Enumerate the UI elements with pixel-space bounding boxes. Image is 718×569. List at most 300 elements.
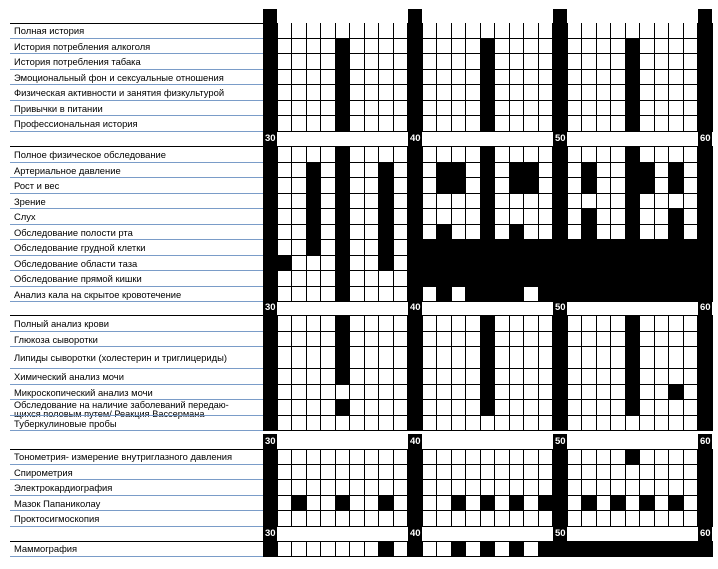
schedule-cell — [640, 54, 655, 70]
schedule-cell — [510, 385, 525, 401]
schedule-cell — [698, 39, 713, 55]
schedule-cell — [336, 70, 351, 86]
schedule-cell — [539, 256, 554, 272]
schedule-cell — [510, 225, 525, 241]
schedule-cell — [568, 316, 583, 332]
schedule-cell — [524, 480, 539, 496]
schedule-cell — [524, 39, 539, 55]
schedule-cell — [698, 385, 713, 401]
schedule-cell — [278, 23, 293, 39]
schedule-cell — [365, 54, 380, 70]
schedule-cell — [365, 287, 380, 303]
schedule-cell — [684, 385, 699, 401]
schedule-cell — [321, 287, 336, 303]
schedule-cell — [481, 347, 496, 369]
schedule-cell — [423, 496, 438, 512]
schedule-cell — [452, 54, 467, 70]
schedule-cell — [481, 369, 496, 385]
schedule-cell — [321, 85, 336, 101]
schedule-cell — [495, 385, 510, 401]
schedule-cell — [611, 101, 626, 117]
schedule-cell — [321, 271, 336, 287]
schedule-cell — [669, 465, 684, 481]
schedule-cell — [292, 101, 307, 117]
row-label: Тонометрия- измерение внутриглазного давления — [14, 451, 233, 463]
schedule-cell — [481, 385, 496, 401]
schedule-cell — [365, 347, 380, 369]
schedule-cell — [669, 400, 684, 416]
separator-line — [10, 146, 713, 147]
schedule-cell — [611, 400, 626, 416]
schedule-cell — [597, 147, 612, 163]
schedule-cell — [278, 39, 293, 55]
schedule-cell — [336, 511, 351, 527]
schedule-cell — [510, 511, 525, 527]
row-divider — [10, 53, 263, 54]
schedule-cell — [568, 332, 583, 348]
schedule-cell — [466, 385, 481, 401]
schedule-cell — [597, 70, 612, 86]
schedule-cell — [452, 240, 467, 256]
schedule-cell — [655, 511, 670, 527]
schedule-cell — [365, 511, 380, 527]
schedule-cell — [423, 271, 438, 287]
schedule-cell — [452, 316, 467, 332]
schedule-cell — [466, 194, 481, 210]
schedule-cell — [684, 178, 699, 194]
schedule-cell — [626, 449, 641, 465]
schedule-cell — [597, 178, 612, 194]
schedule-cell — [379, 70, 394, 86]
schedule-cell — [495, 225, 510, 241]
schedule-cell — [510, 400, 525, 416]
schedule-cell — [684, 256, 699, 272]
schedule-cell — [510, 194, 525, 210]
schedule-cell — [466, 256, 481, 272]
schedule-cell — [321, 147, 336, 163]
schedule-cell — [350, 511, 365, 527]
schedule-cell — [597, 316, 612, 332]
schedule-cell — [669, 369, 684, 385]
schedule-cell — [307, 194, 322, 210]
schedule-cell — [684, 416, 699, 432]
schedule-cell — [350, 541, 365, 557]
schedule-cell — [307, 70, 322, 86]
schedule-cell — [698, 332, 713, 348]
schedule-cell — [365, 369, 380, 385]
schedule-cell — [669, 256, 684, 272]
row-label: Туберкулиновые пробы — [14, 417, 117, 429]
schedule-cell — [510, 23, 525, 39]
schedule-cell — [597, 496, 612, 512]
schedule-cell — [437, 54, 452, 70]
row-divider — [10, 115, 263, 116]
schedule-cell — [350, 85, 365, 101]
schedule-cell — [611, 465, 626, 481]
schedule-cell — [350, 194, 365, 210]
schedule-cell — [553, 39, 568, 55]
schedule-cell — [336, 101, 351, 117]
schedule-cell — [582, 116, 597, 132]
schedule-cell — [597, 287, 612, 303]
schedule-cell — [669, 85, 684, 101]
schedule-cell — [278, 400, 293, 416]
schedule-cell — [684, 332, 699, 348]
schedule-cell — [394, 465, 409, 481]
schedule-cell — [336, 347, 351, 369]
schedule-cell — [582, 256, 597, 272]
schedule-cell — [466, 54, 481, 70]
schedule-cell — [278, 194, 293, 210]
schedule-cell — [582, 347, 597, 369]
schedule-cell — [655, 194, 670, 210]
schedule-cell — [626, 400, 641, 416]
schedule-cell — [452, 85, 467, 101]
schedule-cell — [510, 70, 525, 86]
schedule-cell — [495, 178, 510, 194]
schedule-cell — [524, 416, 539, 432]
schedule-cell — [394, 194, 409, 210]
schedule-cell — [423, 465, 438, 481]
schedule-cell — [336, 256, 351, 272]
schedule-cell — [626, 39, 641, 55]
schedule-cell — [278, 209, 293, 225]
row-divider — [10, 162, 263, 163]
schedule-cell — [379, 511, 394, 527]
schedule-cell — [669, 316, 684, 332]
schedule-cell — [510, 147, 525, 163]
schedule-cell — [307, 480, 322, 496]
schedule-cell — [539, 39, 554, 55]
schedule-cell — [278, 85, 293, 101]
schedule-cell — [292, 271, 307, 287]
schedule-cell — [524, 347, 539, 369]
schedule-cell — [611, 496, 626, 512]
schedule-cell — [510, 369, 525, 385]
schedule-cell — [365, 385, 380, 401]
schedule-cell — [423, 332, 438, 348]
schedule-cell — [582, 400, 597, 416]
schedule-cell — [408, 449, 423, 465]
schedule-cell — [408, 316, 423, 332]
schedule-cell — [539, 54, 554, 70]
schedule-cell — [466, 347, 481, 369]
schedule-cell — [321, 39, 336, 55]
schedule-cell — [466, 465, 481, 481]
schedule-cell — [597, 541, 612, 557]
schedule-cell — [336, 400, 351, 416]
schedule-cell — [539, 347, 554, 369]
schedule-cell — [437, 256, 452, 272]
schedule-cell — [568, 271, 583, 287]
schedule-cell — [626, 416, 641, 432]
schedule-cell — [669, 240, 684, 256]
schedule-cell — [408, 85, 423, 101]
schedule-cell — [263, 480, 278, 496]
schedule-cell — [495, 39, 510, 55]
schedule-cell — [684, 194, 699, 210]
schedule-cell — [321, 480, 336, 496]
schedule-cell — [684, 209, 699, 225]
schedule-cell — [553, 101, 568, 117]
decade-header-bg — [553, 9, 567, 23]
schedule-cell — [379, 271, 394, 287]
schedule-cell — [553, 347, 568, 369]
schedule-cell — [423, 70, 438, 86]
decade-separator-label: 60 — [699, 436, 711, 447]
schedule-cell — [394, 23, 409, 39]
schedule-cell — [466, 332, 481, 348]
schedule-cell — [336, 240, 351, 256]
schedule-cell — [466, 225, 481, 241]
schedule-cell — [307, 496, 322, 512]
schedule-cell — [292, 347, 307, 369]
row-label: Микроскопический анализ мочи — [14, 386, 153, 398]
schedule-cell — [423, 225, 438, 241]
schedule-cell — [495, 369, 510, 385]
schedule-cell — [597, 385, 612, 401]
schedule-cell — [553, 70, 568, 86]
schedule-cell — [698, 225, 713, 241]
schedule-cell — [278, 287, 293, 303]
schedule-cell — [582, 163, 597, 179]
schedule-cell — [292, 240, 307, 256]
schedule-cell — [408, 209, 423, 225]
schedule-cell — [568, 496, 583, 512]
schedule-cell — [669, 39, 684, 55]
row-label: Физическая активности и занятия физкультурой — [14, 87, 225, 99]
schedule-cell — [495, 256, 510, 272]
schedule-cell — [408, 23, 423, 39]
schedule-cell — [481, 416, 496, 432]
schedule-cell — [350, 271, 365, 287]
schedule-cell — [481, 256, 496, 272]
schedule-cell — [611, 225, 626, 241]
schedule-cell — [495, 194, 510, 210]
schedule-cell — [640, 449, 655, 465]
schedule-cell — [698, 256, 713, 272]
schedule-cell — [582, 385, 597, 401]
schedule-cell — [524, 316, 539, 332]
schedule-cell — [568, 163, 583, 179]
schedule-cell — [698, 194, 713, 210]
schedule-cell — [437, 449, 452, 465]
schedule-cell — [510, 240, 525, 256]
schedule-cell — [684, 541, 699, 557]
schedule-cell — [481, 287, 496, 303]
schedule-cell — [321, 240, 336, 256]
row-label: Липиды сыворотки (холестерин и триглицериды) — [14, 352, 227, 364]
schedule-cell — [263, 54, 278, 70]
schedule-cell — [263, 178, 278, 194]
schedule-cell — [350, 416, 365, 432]
decade-separator-label: 40 — [409, 302, 421, 313]
schedule-cell — [394, 496, 409, 512]
schedule-cell — [640, 511, 655, 527]
schedule-cell — [524, 101, 539, 117]
row-label: Обследование грудной клетки — [14, 242, 146, 254]
schedule-cell — [394, 332, 409, 348]
schedule-cell — [307, 256, 322, 272]
schedule-cell — [321, 23, 336, 39]
schedule-cell — [278, 316, 293, 332]
row-label: Глюкоза сыворотки — [14, 333, 98, 345]
schedule-cell — [394, 240, 409, 256]
schedule-cell — [263, 39, 278, 55]
schedule-cell — [597, 332, 612, 348]
schedule-cell — [423, 101, 438, 117]
schedule-cell — [408, 225, 423, 241]
schedule-cell — [582, 287, 597, 303]
schedule-cell — [553, 480, 568, 496]
schedule-cell — [394, 347, 409, 369]
schedule-cell — [336, 541, 351, 557]
schedule-cell — [539, 287, 554, 303]
schedule-cell — [698, 163, 713, 179]
schedule-cell — [524, 541, 539, 557]
schedule-cell — [423, 256, 438, 272]
schedule-cell — [655, 147, 670, 163]
schedule-cell — [408, 416, 423, 432]
schedule-cell — [510, 332, 525, 348]
schedule-cell — [568, 70, 583, 86]
schedule-cell — [611, 347, 626, 369]
decade-separator-label: 40 — [409, 436, 421, 447]
row-label: Артериальное давление — [14, 164, 121, 176]
schedule-cell — [495, 465, 510, 481]
decade-separator-label: 50 — [554, 436, 566, 447]
schedule-cell — [452, 116, 467, 132]
schedule-cell — [394, 400, 409, 416]
schedule-cell — [423, 400, 438, 416]
schedule-cell — [510, 178, 525, 194]
schedule-cell — [321, 225, 336, 241]
schedule-cell — [452, 385, 467, 401]
schedule-cell — [495, 209, 510, 225]
schedule-cell — [626, 496, 641, 512]
separator-line — [10, 541, 713, 542]
schedule-cell — [684, 316, 699, 332]
schedule-cell — [524, 332, 539, 348]
schedule-cell — [582, 465, 597, 481]
schedule-cell — [336, 480, 351, 496]
schedule-cell — [626, 287, 641, 303]
schedule-cell — [437, 400, 452, 416]
schedule-cell — [365, 163, 380, 179]
schedule-cell — [307, 54, 322, 70]
schedule-cell — [568, 465, 583, 481]
schedule-cell — [510, 116, 525, 132]
schedule-cell — [336, 194, 351, 210]
schedule-cell — [611, 70, 626, 86]
schedule-cell — [640, 70, 655, 86]
schedule-cell — [263, 101, 278, 117]
schedule-cell — [495, 400, 510, 416]
schedule-cell — [466, 39, 481, 55]
schedule-cell — [292, 385, 307, 401]
schedule-cell — [292, 400, 307, 416]
schedule-cell — [611, 449, 626, 465]
schedule-cell — [655, 116, 670, 132]
schedule-cell — [539, 23, 554, 39]
schedule-cell — [539, 147, 554, 163]
schedule-cell — [365, 209, 380, 225]
schedule-cell — [336, 465, 351, 481]
schedule-cell — [553, 178, 568, 194]
row-divider — [10, 526, 263, 527]
schedule-cell — [452, 70, 467, 86]
schedule-cell — [423, 385, 438, 401]
schedule-cell — [394, 271, 409, 287]
schedule-cell — [481, 449, 496, 465]
schedule-cell — [568, 480, 583, 496]
schedule-cell — [278, 385, 293, 401]
schedule-cell — [278, 70, 293, 86]
schedule-cell — [292, 23, 307, 39]
row-label: Спирометрия — [14, 466, 73, 478]
row-divider — [10, 479, 263, 480]
schedule-cell — [292, 480, 307, 496]
schedule-cell — [640, 256, 655, 272]
schedule-cell — [582, 209, 597, 225]
schedule-cell — [452, 147, 467, 163]
schedule-cell — [669, 147, 684, 163]
schedule-cell — [640, 178, 655, 194]
decade-separator-label: 30 — [264, 133, 276, 144]
schedule-cell — [568, 347, 583, 369]
schedule-cell — [626, 225, 641, 241]
schedule-cell — [321, 70, 336, 86]
schedule-cell — [336, 225, 351, 241]
schedule-cell — [568, 54, 583, 70]
schedule-cell — [539, 194, 554, 210]
schedule-cell — [611, 385, 626, 401]
schedule-cell — [669, 541, 684, 557]
schedule-cell — [568, 256, 583, 272]
row-label: Обследование прямой кишки — [14, 273, 142, 285]
schedule-cell — [292, 39, 307, 55]
schedule-cell — [539, 163, 554, 179]
schedule-cell — [292, 465, 307, 481]
schedule-cell — [510, 480, 525, 496]
schedule-cell — [481, 101, 496, 117]
schedule-cell — [336, 85, 351, 101]
schedule-cell — [336, 178, 351, 194]
schedule-cell — [292, 369, 307, 385]
schedule-cell — [669, 511, 684, 527]
schedule-cell — [481, 54, 496, 70]
schedule-cell — [582, 23, 597, 39]
schedule-cell — [698, 465, 713, 481]
schedule-cell — [481, 541, 496, 557]
schedule-cell — [524, 385, 539, 401]
schedule-cell — [510, 316, 525, 332]
schedule-cell — [452, 332, 467, 348]
schedule-cell — [495, 541, 510, 557]
schedule-cell — [495, 147, 510, 163]
schedule-cell — [321, 400, 336, 416]
schedule-cell — [452, 511, 467, 527]
decade-separator-label: 40 — [409, 133, 421, 144]
schedule-cell — [379, 54, 394, 70]
schedule-cell — [350, 54, 365, 70]
schedule-cell — [278, 332, 293, 348]
schedule-cell — [408, 70, 423, 86]
schedule-cell — [278, 496, 293, 512]
schedule-cell — [437, 23, 452, 39]
schedule-cell — [481, 511, 496, 527]
schedule-cell — [278, 369, 293, 385]
